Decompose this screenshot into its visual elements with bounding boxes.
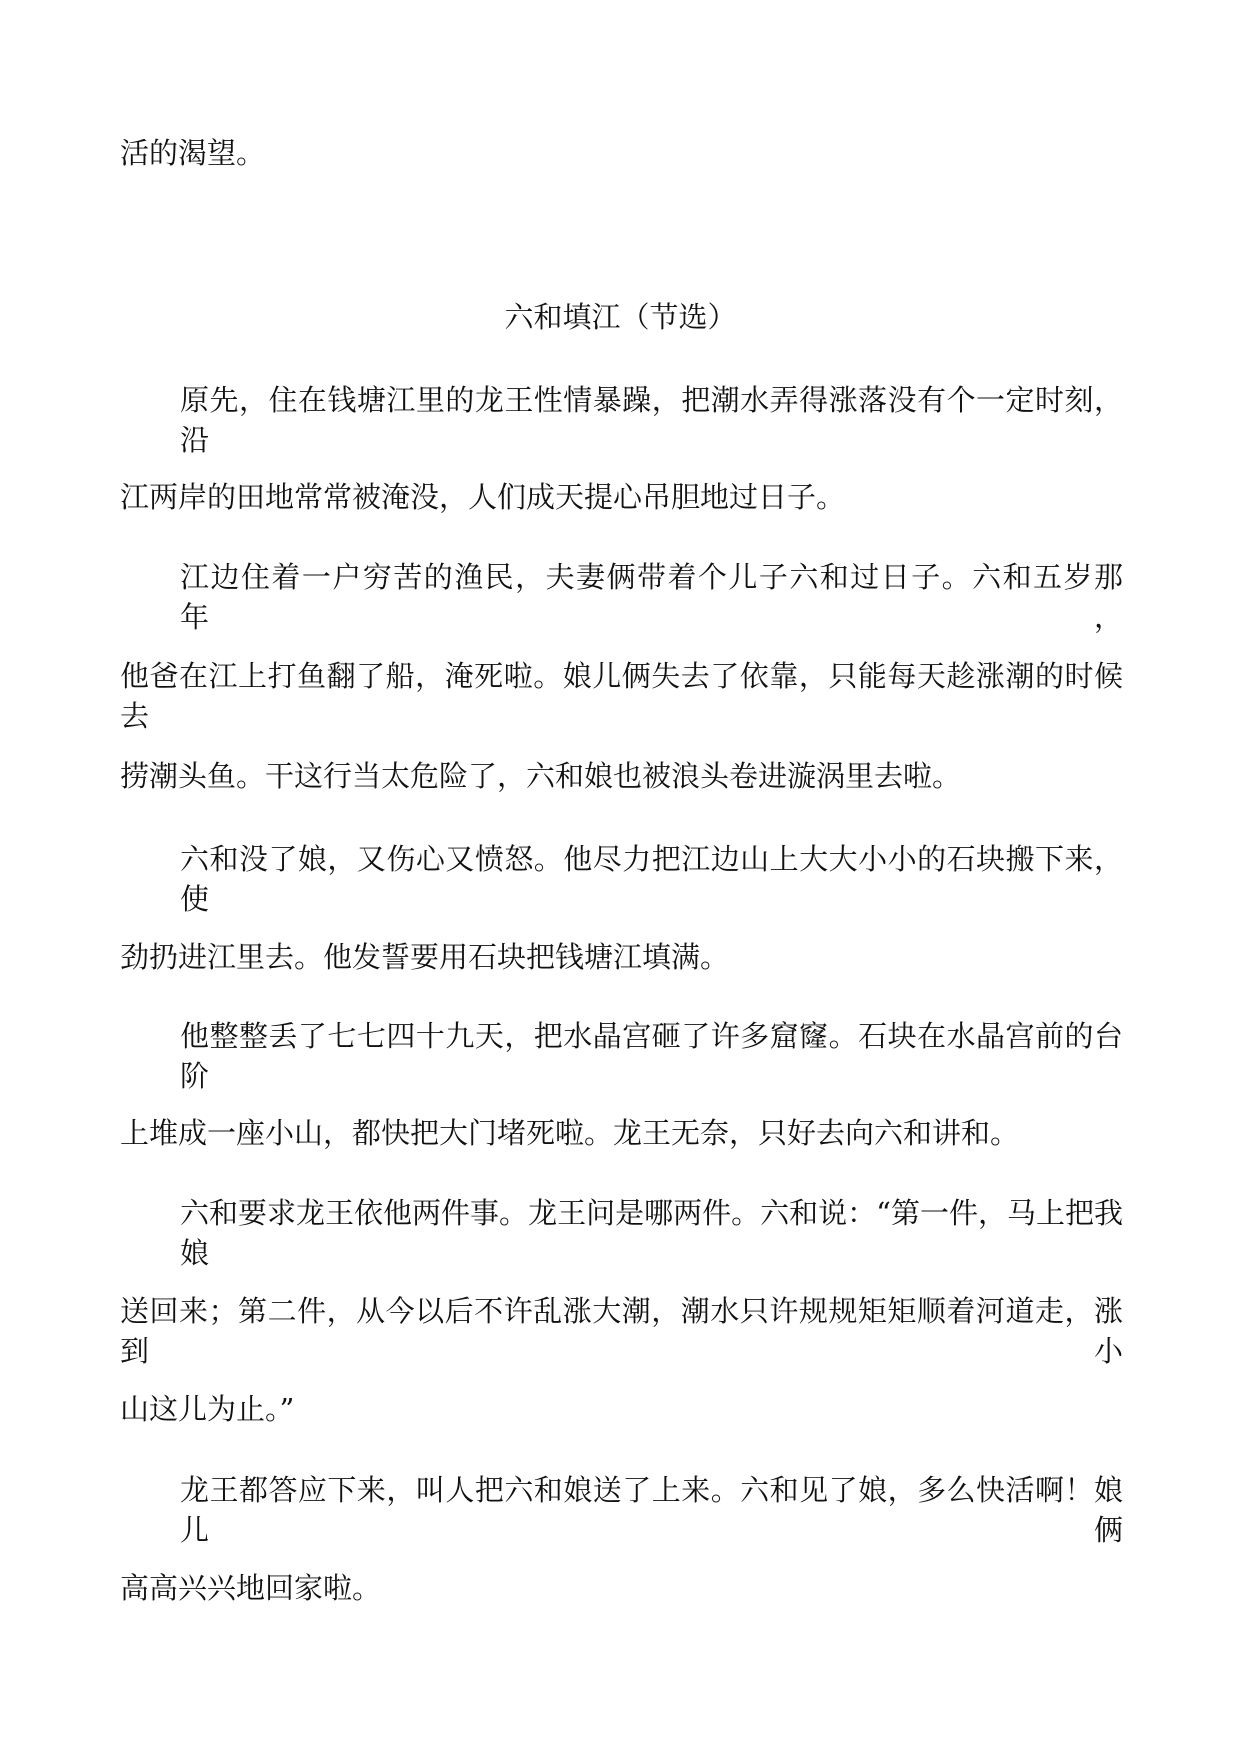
- text-line: 龙王都答应下来，叫人把六和娘送了上来。六和见了娘，多么快活啊！娘儿俩: [180, 1473, 1123, 1547]
- text-line: 他爸在江上打鱼翻了船，淹死啦。娘儿俩失去了依靠，只能每天趁涨潮的时候去: [120, 659, 1123, 733]
- text-line: 六和要求龙王依他两件事。龙王问是哪两件。六和说：“第一件，马上把我娘: [180, 1196, 1123, 1270]
- text-line: 江边住着一户穷苦的渔民，夫妻俩带着个儿子六和过日子。六和五岁那年，: [180, 560, 1123, 634]
- text-line: 劲扔进江里去。他发誓要用石块把钱塘江填满。: [120, 940, 730, 974]
- carryover-line: 活的渴望。: [120, 136, 266, 170]
- text-line: 原先，住在钱塘江里的龙王性情暴躁，把潮水弄得涨落没有个一定时刻，沿: [180, 383, 1123, 457]
- text-line: 上堆成一座小山，都快把大门堵死啦。龙王无奈，只好去向六和讲和。: [120, 1116, 1020, 1150]
- text-line: 他整整丢了七七四十九天，把水晶宫砸了许多窟窿。石块在水晶宫前的台阶: [180, 1019, 1123, 1093]
- text-line: 高高兴兴地回家啦。: [120, 1571, 382, 1605]
- text-line: 捞潮头鱼。干这行当太危险了，六和娘也被浪头卷进漩涡里去啦。: [120, 759, 962, 793]
- text-line: 江两岸的田地常常被淹没，人们成天提心吊胆地过日子。: [120, 480, 846, 514]
- text-line: 山这儿为止。”: [120, 1392, 295, 1426]
- text-line: 六和没了娘，又伤心又愤怒。他尽力把江边山上大大小小的石块搬下来，使: [180, 842, 1123, 916]
- text-line: 送回来；第二件，从今以后不许乱涨大潮，潮水只许规规矩矩顺着河道走，涨到小: [120, 1294, 1123, 1368]
- story-title: 六和填江（节选）: [504, 300, 737, 334]
